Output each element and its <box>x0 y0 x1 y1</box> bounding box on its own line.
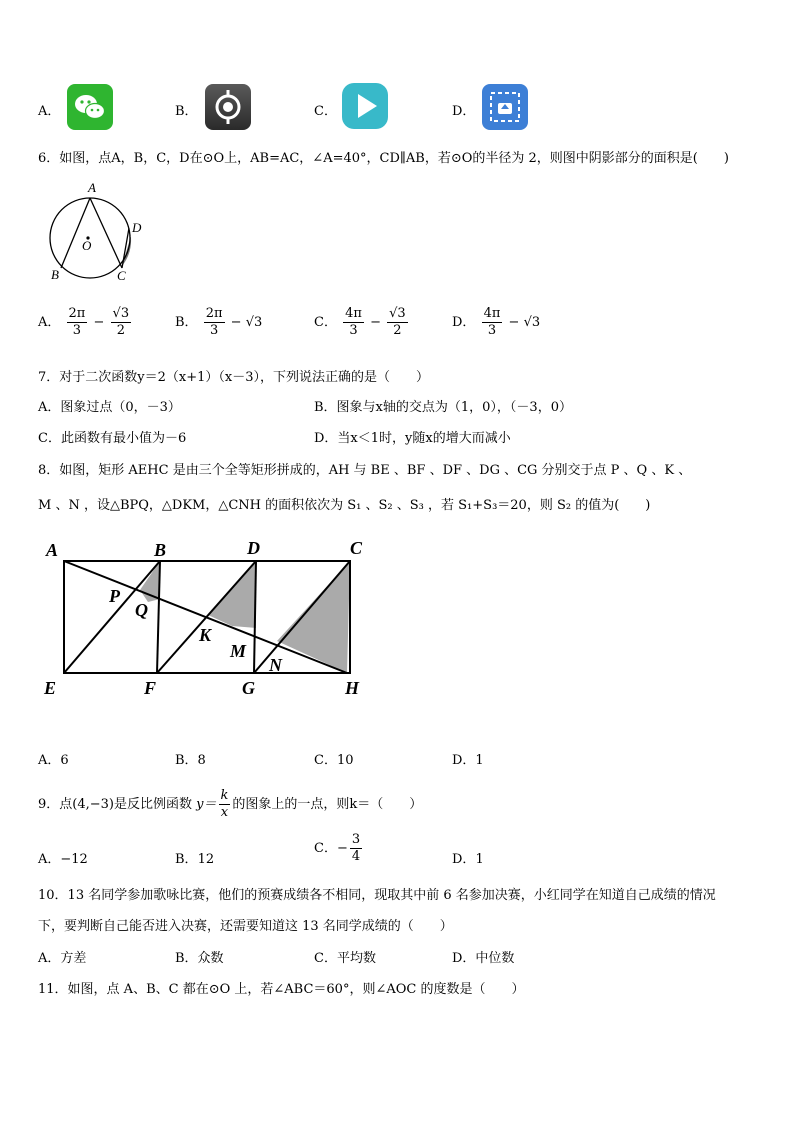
q8-rectangle-figure <box>40 536 380 700</box>
q9-option-a: A．−12 <box>38 852 88 867</box>
q9-text: 9．点(4,−3)是反比例函数 y＝ $\frac{k}{x}$ 的图象上的一点，则k＝（ ） <box>38 788 423 820</box>
upload-frame-icon <box>482 84 528 130</box>
q8-text-line1: 8．如图，矩形 AEHC 是由三个全等矩形拼成的，AH 与 BE 、BF 、DF 、DG 、CG 分别交于点 P 、Q 、K 、 <box>38 463 692 478</box>
q7-text: 7．对于二次函数y＝2（x+1）（x－3），下列说法正确的是（ ） <box>38 370 429 385</box>
q8-label-q: Q <box>135 600 148 620</box>
q5-option-d-letter: D． <box>452 104 476 119</box>
q6-option-b: B． $\frac{2\pi}{3}$ − √3 <box>175 306 263 338</box>
q6-option-d: D． $\frac{4\pi}{3}$ − √3 <box>452 306 541 338</box>
q8-label-h: H <box>345 678 360 698</box>
q8-label-d: D <box>247 538 260 558</box>
q6-circle-figure <box>42 176 152 286</box>
camera-target-icon <box>205 84 251 130</box>
q8-label-c: C <box>350 538 363 558</box>
q9-option-c: C．− $\frac{3}{4}$ <box>314 832 361 864</box>
q6-text: 6．如图，点A，B，C，D在⊙O上，AB=AC，∠A=40°，CD∥AB，若⊙O的半径为 2，则图中阴影部分的面积是( ) <box>38 151 729 166</box>
q6-label-o: O <box>82 238 92 253</box>
q6-label-c: C <box>117 268 126 283</box>
q7-option-c: C．此函数有最小值为－6 <box>38 431 187 446</box>
q8-label-a: A <box>46 540 59 560</box>
q5-option-b-letter: B． <box>175 104 198 119</box>
q8-option-d: D．1 <box>452 753 484 768</box>
q10-text-line1: 10．13 名同学参加歌咏比赛，他们的预赛成绩各不相同，现取其中前 6 名参加决赛，小红同学在知道自己成绩的情况 <box>38 888 716 903</box>
q10-text-line2: 下，要判断自己能否进入决赛，还需要知道这 13 名同学成绩的（ ） <box>38 919 453 934</box>
q8-text-line2: M 、N ，设△BPQ，△DKM，△CNH 的面积依次为 S₁ 、S₂ 、S₃ ，若 S₁+S₃＝20，则 S₂ 的值为( ) <box>38 498 651 513</box>
q8-label-b: B <box>154 540 167 560</box>
q10-option-b: B．众数 <box>175 951 224 966</box>
q5-option-a-letter: A． <box>38 104 61 119</box>
q10-option-a: A．方差 <box>38 951 87 966</box>
q6-label-b: B <box>51 267 59 282</box>
q10-option-c: C．平均数 <box>314 951 376 966</box>
q8-label-m: M <box>230 641 247 661</box>
q6-label-a: A <box>88 180 96 195</box>
q6-option-c: C． $\frac{4\pi}{3}$ − $\frac{√3}{2}$ <box>314 306 406 338</box>
q8-label-p: P <box>109 586 120 606</box>
play-icon <box>342 83 388 129</box>
q8-label-f: F <box>144 678 157 698</box>
q6-label-d: D <box>132 220 142 235</box>
q8-label-e: E <box>44 678 57 698</box>
q7-option-a: A．图象过点（0，－3） <box>38 400 181 415</box>
q8-option-b: B．8 <box>175 753 206 768</box>
q8-option-c: C．10 <box>314 753 354 768</box>
q9-point: (4,−3) <box>72 797 114 812</box>
q10-option-d: D．中位数 <box>452 951 515 966</box>
q11-text: 11．如图，点 A、B、C 都在⊙O 上，若∠ABC＝60°，则∠AOC 的度数是（ ） <box>38 982 525 997</box>
q8-label-k: K <box>199 625 212 645</box>
wechat-icon <box>67 84 113 130</box>
q7-option-b: B．图象与x轴的交点为（1，0），（－3，0） <box>314 400 572 415</box>
q9-option-d: D．1 <box>452 852 484 867</box>
q8-option-a: A．6 <box>38 753 69 768</box>
q8-label-n: N <box>269 655 282 675</box>
q5-option-c-letter: C． <box>314 104 337 119</box>
q7-option-d: D．当x＜1时，y随x的增大而减小 <box>314 431 511 446</box>
q8-label-g: G <box>242 678 255 698</box>
q6-option-a: A． $\frac{2\pi}{3}$ − $\frac{√3}{2}$ <box>38 306 130 338</box>
q9-option-b: B．12 <box>175 852 215 867</box>
